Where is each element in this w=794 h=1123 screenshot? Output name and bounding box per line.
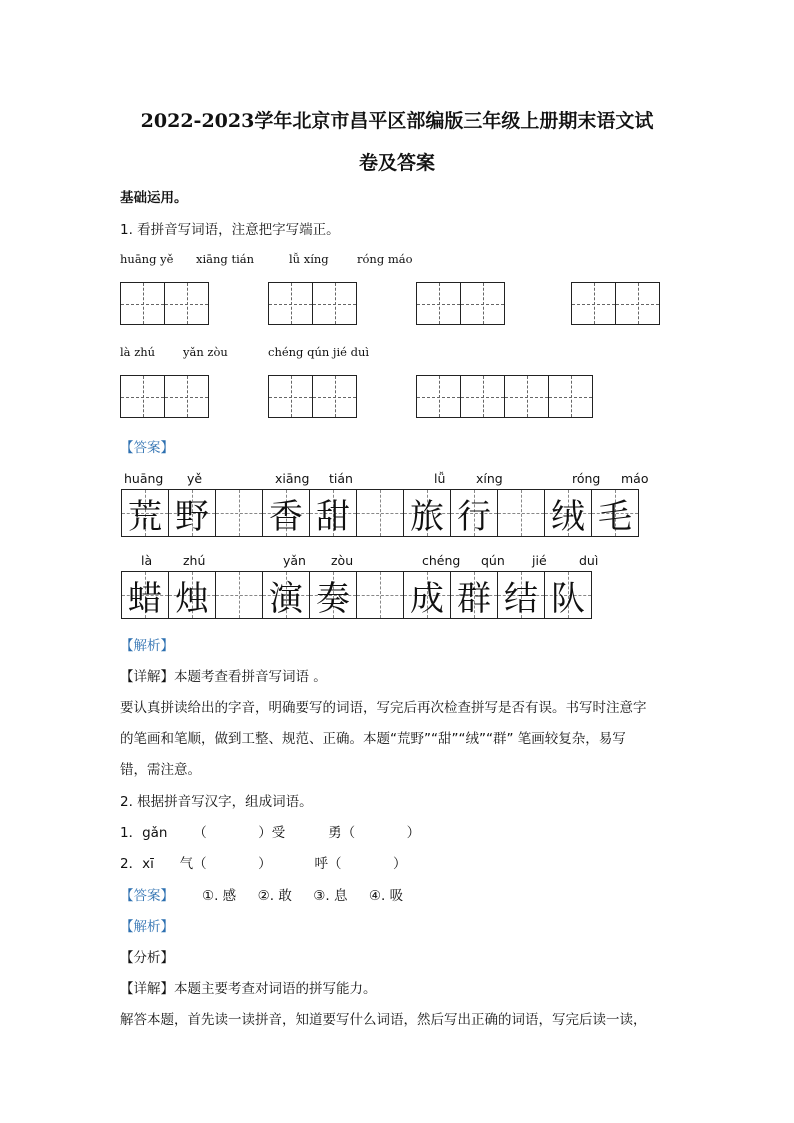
question-2-line1: 1．gǎn （ ）受 勇（ ） [120, 825, 421, 841]
page-title-line1: 2022-2023学年北京市昌平区部编版三年级上册期末语文试 [140, 110, 654, 132]
writing-grid[interactable] [120, 375, 208, 418]
fenxi-label: 【分析】 [120, 950, 174, 966]
body-line: 要认真拼读给出的字音，明确要写的词语，写完后再次检查拼写是否有误。书写时注意字 [120, 700, 647, 716]
pinyin-label: yǎn zòu [183, 345, 228, 359]
answer-cell: 荒 [121, 489, 169, 537]
answer-pinyin: zòu [331, 553, 354, 568]
answer-cell: 群 [450, 571, 498, 619]
q2-answer-line: 【答案】 ①. 感 ②. 敢 ③. 息 ④. 吸 [120, 888, 404, 904]
writing-grid[interactable] [268, 282, 356, 325]
answer-cell: 绒 [544, 489, 592, 537]
answer-cell: 烛 [168, 571, 216, 619]
answer-pinyin: yě [187, 471, 203, 486]
answer-pinyin: xiāng [275, 471, 310, 486]
pinyin-label: là zhú [120, 345, 156, 359]
answer-cell: 行 [450, 489, 498, 537]
detail-label: 【详解】 [120, 981, 174, 997]
answer-pinyin: qún [481, 553, 505, 568]
answer-pinyin: zhú [183, 553, 206, 568]
answer-cell: 成 [403, 571, 451, 619]
answer-cell [356, 571, 404, 619]
answer-grid-row1 [121, 489, 638, 537]
body-line: 解答本题，首先读一读拼音，知道要写什么词语，然后写出正确的词语，写完后读一读， [120, 1012, 647, 1028]
section-heading: 基础运用。 [120, 190, 188, 206]
pinyin-label: róng máo [357, 252, 413, 266]
answer-pinyin: chéng [422, 553, 461, 568]
writing-grid[interactable] [571, 282, 659, 325]
writing-grid[interactable] [120, 282, 208, 325]
body-line: 的笔画和笔顺，做到工整、规范、正确。本题“荒野”“甜”“绒”“群” 笔画较复杂，易写 [120, 731, 626, 747]
question-1: 1. 看拼音写词语，注意把字写端正。 [120, 222, 340, 238]
analysis-label: 【解析】 [120, 919, 174, 935]
answer-cell: 毛 [591, 489, 639, 537]
answer-cell: 奏 [309, 571, 357, 619]
answer-cell: 队 [544, 571, 592, 619]
writing-grid[interactable] [416, 375, 592, 418]
detail-paragraph: 【详解】本题主要考查对词语的拼写能力。 [120, 981, 377, 997]
answer-grid-row2 [121, 571, 591, 619]
answer-cell [215, 489, 263, 537]
answer-pinyin: là [141, 553, 153, 568]
answer-pinyin: jié [532, 553, 547, 568]
answer-cell [215, 571, 263, 619]
answer-pinyin: huāng [124, 471, 164, 486]
body-line: 错，需注意。 [120, 762, 201, 778]
pinyin-label: lǚ xíng [289, 252, 329, 266]
answer-cell: 结 [497, 571, 545, 619]
answer-cell: 野 [168, 489, 216, 537]
answer-cell: 香 [262, 489, 310, 537]
pinyin-label: chéng qún jié duì [268, 345, 370, 359]
answer-cell: 旅 [403, 489, 451, 537]
question-2: 2. 根据拼音写汉字，组成词语。 [120, 794, 313, 810]
pinyin-label: huāng yě [120, 252, 174, 266]
answer-cell [356, 489, 404, 537]
writing-grid[interactable] [416, 282, 504, 325]
question-2-line2: 2．xī 气（ ） 呼（ ） [120, 856, 407, 872]
analysis-label: 【解析】 [120, 638, 174, 654]
answer-pinyin: duì [579, 553, 599, 568]
pinyin-label: xiāng tián [196, 252, 255, 266]
page-title-line2: 卷及答案 [358, 152, 435, 174]
answer-pinyin: yǎn [283, 553, 306, 568]
detail-label: 【详解】 [120, 669, 174, 685]
answer-pinyin: róng [572, 471, 601, 486]
answer-pinyin: máo [621, 471, 649, 486]
answer-label: 【答案】 [120, 888, 174, 904]
answer-label: 【答案】 [120, 440, 174, 456]
answer-pinyin: lǚ [434, 471, 446, 486]
answer-cell [497, 489, 545, 537]
writing-grid[interactable] [268, 375, 356, 418]
answer-cell: 演 [262, 571, 310, 619]
detail-paragraph: 【详解】本题考查看拼音写词语 。 [120, 669, 327, 685]
answer-cell: 蜡 [121, 571, 169, 619]
answer-cell: 甜 [309, 489, 357, 537]
answer-pinyin: tián [329, 471, 353, 486]
answer-pinyin: xíng [476, 471, 503, 486]
